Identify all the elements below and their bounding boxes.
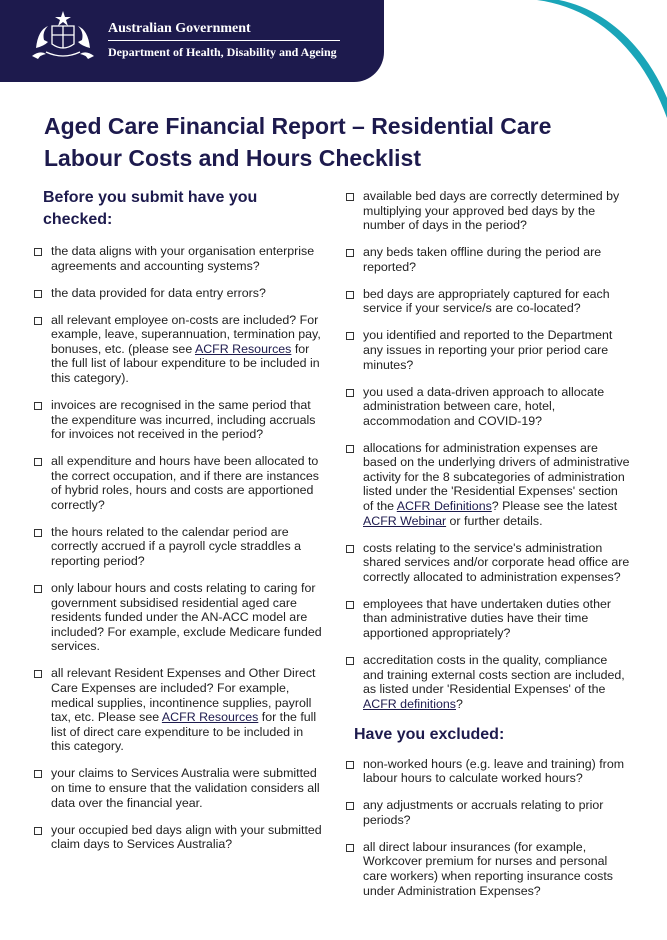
checklist-item: the data aligns with your organisation enterprise agreements and accounting systems?: [34, 244, 322, 273]
checklist-item: you used a data-driven approach to allocate administration between care, hotel, accommodation and COVID-19?: [346, 385, 631, 429]
checkbox-icon[interactable]: [34, 458, 42, 466]
checklist-item: the data provided for data entry errors?: [34, 286, 322, 301]
checkbox-icon[interactable]: [346, 844, 354, 852]
acfr-resources-link[interactable]: ACFR Resources: [194, 341, 292, 356]
checkbox-icon[interactable]: [34, 402, 42, 410]
acfr-definitions-link[interactable]: ACFR Definitions: [396, 499, 492, 514]
checklist-item: costs relating to the service's administration shared services and/or corporate head office are correctly allocated to administration expenses?: [346, 541, 631, 585]
page-title: [44, 110, 634, 174]
checklist-item: all direct labour insurances (for example, Workcover premium for nurses and personal care workers) when reporting insurance costs under Administration Expenses?: [346, 840, 631, 898]
checkbox-icon[interactable]: [346, 332, 354, 340]
coat-of-arms-icon: [28, 8, 98, 66]
checkbox-icon[interactable]: [346, 445, 354, 453]
checkbox-icon[interactable]: [346, 249, 354, 257]
checklist-item: you identified and reported to the Department any issues in reporting your prior period care minutes?: [346, 328, 631, 372]
checklist-right: [346, 189, 631, 711]
checkbox-icon[interactable]: [34, 770, 42, 778]
checkbox-icon[interactable]: [34, 827, 42, 835]
checklist-excluded: [346, 757, 631, 899]
government-banner: [0, 0, 384, 82]
checkbox-icon[interactable]: [346, 545, 354, 553]
title-line-2: Labour Costs and Hours Checklist: [44, 145, 422, 171]
checklist-item: non-worked hours (e.g. leave and training) from labour hours to calculate worked hours?: [346, 757, 631, 786]
checkbox-icon[interactable]: [346, 761, 354, 769]
before-submit-heading: Before you submit have you checked:: [43, 189, 258, 228]
acfr-definitions-link[interactable]: ACFR definitions: [363, 696, 456, 711]
department-name: Department of Health, Disability and Ageing: [108, 45, 337, 59]
checkbox-icon[interactable]: [34, 248, 42, 256]
checklist-item: any beds taken offline during the period are reported?: [346, 245, 631, 274]
checkbox-icon[interactable]: [346, 657, 354, 665]
checklist-item: only labour hours and costs relating to caring for government subsidised residential aged care residents funded under the AN-ACC model are included? For example, exclude Medicare funded services.: [34, 581, 322, 654]
checklist-item: allocations for administration expenses are based on the underlying drivers of administrative activity for the 8 subcategories of administration listed under the 'Residential Expenses' section of the ACFR Definitions? Please see the latest ACFR Webinar or further details.: [346, 441, 631, 529]
checkbox-icon[interactable]: [34, 585, 42, 593]
checkbox-icon[interactable]: [346, 802, 354, 810]
checklist-item: all relevant employee on-costs are included? For example, leave, superannuation, termination pay, bonuses, etc. (please see ACFR Resources for the full list of labour expenditure to be included in this category).: [34, 313, 322, 386]
checkbox-icon[interactable]: [34, 529, 42, 537]
checklist-item: your occupied bed days align with your submitted claim days to Services Australia?: [34, 823, 322, 852]
checklist-left: [34, 244, 322, 852]
excluded-heading: Have you excluded:: [354, 725, 505, 743]
checkbox-icon[interactable]: [346, 389, 354, 397]
checklist-item: the hours related to the calendar period are correctly accrued if a payroll cycle straddles a reporting period?: [34, 525, 322, 569]
checklist-item: accreditation costs in the quality, compliance and training external costs section are included, as listed under 'Residential Expenses' of the ACFR definitions?: [346, 653, 631, 711]
checkbox-icon[interactable]: [34, 670, 42, 678]
checklist-item: employees that have undertaken duties other than administrative duties have their time apportioned appropriately?: [346, 597, 631, 641]
checkbox-icon[interactable]: [34, 290, 42, 298]
checkbox-icon[interactable]: [346, 193, 354, 201]
checkbox-icon[interactable]: [346, 291, 354, 299]
checklist-item: any adjustments or accruals relating to prior periods?: [346, 798, 631, 827]
acfr-resources-link[interactable]: ACFR Resources: [161, 710, 259, 725]
acfr-webinar-link[interactable]: ACFR Webinar: [363, 513, 447, 528]
checklist-item: bed days are appropriately captured for each service if your service/s are co-located?: [346, 287, 631, 316]
checklist-item: invoices are recognised in the same period that the expenditure was incurred, including accruals for invoices not received in the period?: [34, 398, 322, 442]
checklist-item: available bed days are correctly determined by multiplying your approved bed days by the number of days in the period?: [346, 189, 631, 233]
checkbox-icon[interactable]: [346, 601, 354, 609]
right-column: [346, 189, 631, 911]
checklist-item: your claims to Services Australia were submitted on time to ensure that the validation considers all data over the financial year.: [34, 766, 322, 810]
checklist-item: all expenditure and hours have been allocated to the correct occupation, and if there are instances of hybrid roles, hours and costs are apportioned correctly?: [34, 454, 322, 512]
title-line-1: Aged Care Financial Report – Residential Care: [44, 113, 552, 139]
government-name: Australian Government: [108, 21, 251, 36]
checklist-item: all relevant Resident Expenses and Other Direct Care Expenses are included? For example, medical supplies, incontinence supplies, payroll tax, etc. Please see ACFR Resources for the full list of direct care expenditure to be included in this category.: [34, 666, 322, 754]
banner-divider: [108, 40, 340, 41]
left-column: [34, 187, 322, 864]
checkbox-icon[interactable]: [34, 317, 42, 325]
